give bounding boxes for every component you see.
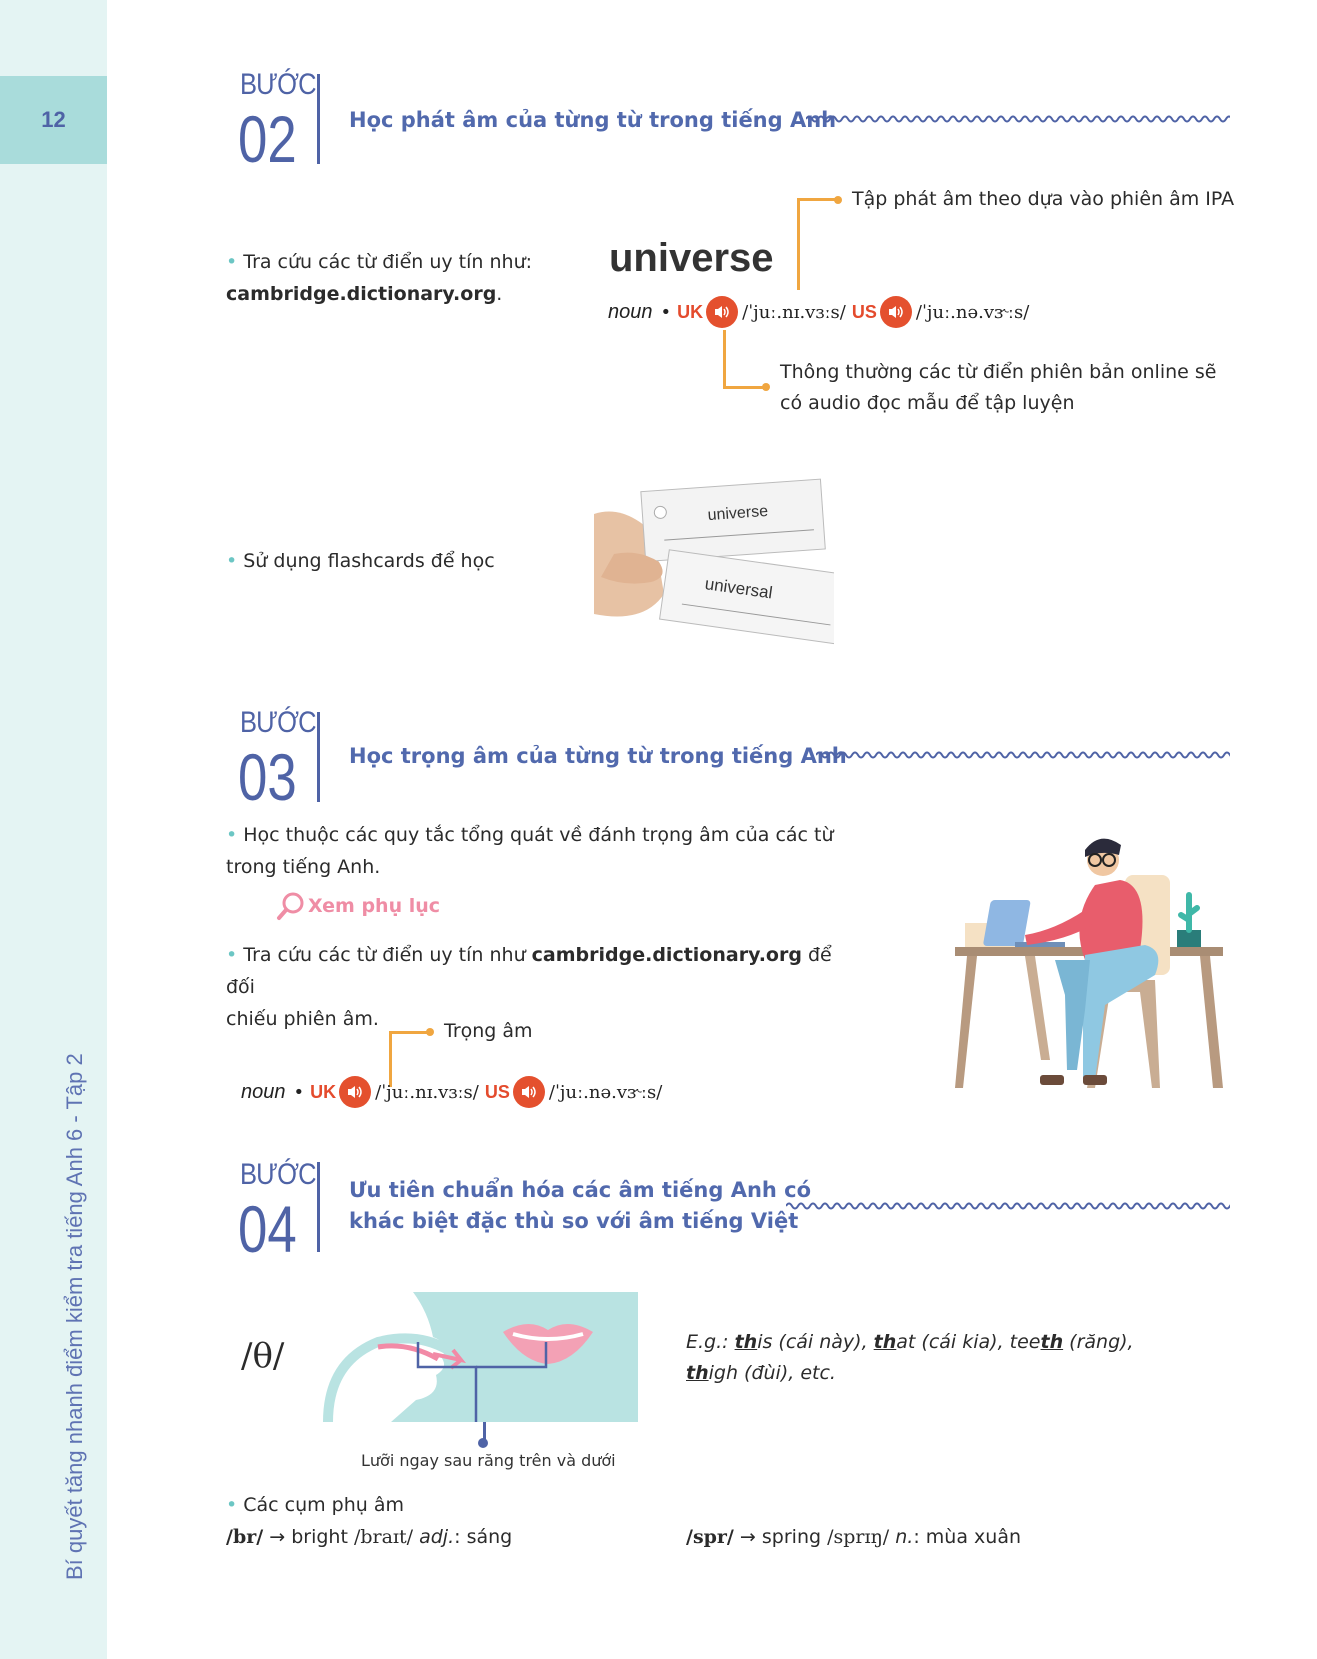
cluster-br: /br/ → bright /braɪt/ adj.: sáng [226,1526,513,1548]
bullet-icon: • [226,824,244,846]
dot-separator: • [293,1081,305,1103]
step4-divider [317,1162,320,1252]
ipa-callout-line-h [797,198,837,201]
step2-divider [317,74,320,164]
stress-label: Trọng âm [444,1020,533,1042]
dictionary-site: cambridge.dictionary.org [531,944,802,966]
step2-bullet-dictionary: • Tra cứu các từ điển uy tín như: cambridge.dictionary.org. [226,251,533,305]
us-ipa: /ˈjuː.nə.vɝːs/ [915,301,1030,323]
student-at-desk-illustration [955,820,1235,1095]
step4-wavy-line [786,1199,1230,1213]
step3-divider [317,712,320,802]
ipa-callout-dot [834,196,842,204]
step2-bullet-flashcards: • Sử dụng flashcards để học [226,550,495,572]
bullet-icon: • [226,550,244,572]
step2-title: Học phát âm của từng từ trong tiếng Anh [349,108,837,132]
step2-number: 02 [238,102,297,176]
stress-callout-line-h [389,1031,429,1034]
book-title: Bí quyết tăng nhanh điểm kiểm tra tiếng Anh 6 - Tập 2 [62,1053,87,1580]
dot-separator: • [660,301,672,323]
us-ipa: /ˈjuː.nə.vɝːs/ [548,1081,663,1103]
flashcard-word-1: universe [707,502,769,525]
flashcards-image [594,474,834,654]
ipa-callout-line [797,198,800,290]
audio-callout-line [723,330,726,388]
step3-bullet-rules: • Học thuộc các quy tắc tổng quát về đánh trọng âm của các từ trong tiếng Anh. [226,824,834,878]
uk-ipa: /ˈjuː.nɪ.vɜːs/ [742,301,846,323]
audio-note: Thông thường các từ điển phiên bản online sẽ có audio đọc mẫu để tập luyện [780,361,1217,414]
us-label: US [484,1081,510,1102]
tongue-position-illustration [318,1292,638,1422]
us-speaker-icon[interactable] [880,296,912,328]
bullet-icon: • [226,251,244,273]
uk-label: UK [310,1081,337,1102]
sidebar [0,0,107,1659]
see-appendix-link[interactable]: Xem phụ lục [276,891,440,921]
step3-title: Học trọng âm của từng từ trong tiếng Anh [349,744,847,768]
audio-callout-line-h [723,386,765,389]
uk-label: UK [677,301,704,322]
step3-wavy-line [816,748,1230,762]
step2-wavy-line [806,112,1230,126]
dictionary-headword: universe [609,236,774,280]
step3-number: 03 [238,740,297,814]
us-speaker-icon[interactable] [513,1076,545,1108]
caption-pointer-dot [478,1438,488,1448]
theta-examples: E.g.: this (cái này), that (cái kia), teeth (răng), thigh (đùi), etc. [686,1331,1134,1384]
pronunciation-line [608,296,1029,328]
part-of-speech: noun [608,300,653,323]
step4-label: BƯỚC [240,1158,316,1191]
theta-symbol: /θ/ [241,1336,285,1376]
stress-callout-dot [426,1028,434,1036]
cluster-spr: /spr/ → spring /sprɪŋ/ n.: mùa xuân [686,1526,1022,1548]
flashcard-word-2: universal [703,574,774,603]
magnifier-icon [276,891,306,921]
bullet-icon: • [226,1494,244,1516]
uk-speaker-icon[interactable] [706,296,738,328]
bullet-icon: • [226,944,244,966]
step3-bullet-dictionary: • Tra cứu các từ điển uy tín như cambridge.dictionary.org để đối chiếu phiên âm. [226,944,832,1030]
uk-ipa: /ˈjuː.nɪ.vɜːs/ [375,1081,479,1103]
uk-speaker-icon[interactable] [339,1076,371,1108]
us-label: US [851,301,877,322]
step2-label: BƯỚC [240,68,316,101]
audio-callout-dot [762,383,770,391]
dictionary-site: cambridge.dictionary.org [226,283,497,305]
consonant-clusters-label: • Các cụm phụ âm [226,1494,405,1516]
part-of-speech: noun [241,1080,286,1103]
step4-number: 04 [238,1192,297,1266]
tongue-caption: Lưỡi ngay sau răng trên và dưới [361,1451,616,1470]
step4-title: Ưu tiên chuẩn hóa các âm tiếng Anh có khác biệt đặc thù so với âm tiếng Việt [349,1178,812,1233]
pronunciation-line-2 [241,1076,662,1108]
page-number: 12 [0,76,107,164]
step3-label: BƯỚC [240,706,316,739]
ipa-note: Tập phát âm theo dựa vào phiên âm IPA [852,188,1235,210]
